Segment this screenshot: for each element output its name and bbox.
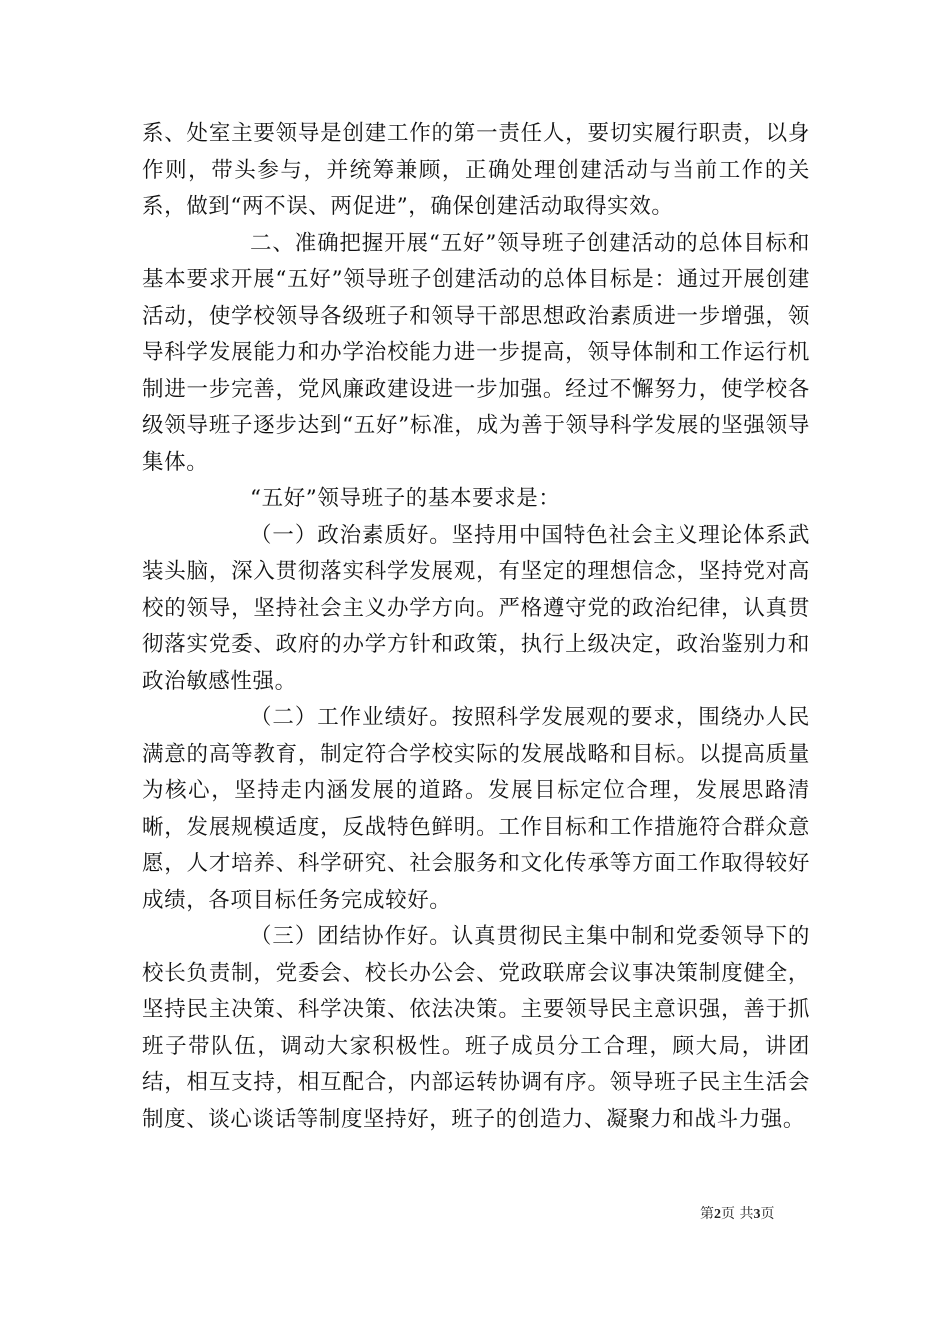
paragraph-section-two: 二、准确把握开展“五好”领导班子创建活动的总体目标和基本要求开展“五好”领导班子创建活动的总体目标是：通过开展创建活动，使学校领导各级班子和领导干部思想政治素质进一步增强，领导科学发展能力和办学治校能力进一步提高，领导体制和工作运行机制进一步完善，党风廉政建设进一步加强。经过不懈努力，使学校各级领导班子逐步达到“五好”标准，成为善于领导科学发展的坚强领导集体。 [142, 230, 810, 475]
paragraph-item-one: （一）政治素质好。坚持用中国特色社会主义理论体系武装头脑，深入贯彻落实科学发展观，有坚定的理想信念，坚持党对高校的领导，坚持社会主义办学方向。严格遵守党的政治纪律，认真贯彻落实党委、政府的办学方针和政策，执行上级决定，政治鉴别力和政治敏感性强。 [142, 522, 810, 694]
footer-prefix: 第 [700, 1206, 714, 1222]
document-body [142, 116, 810, 1138]
footer-suffix: 页 [760, 1206, 775, 1222]
paragraph-continuation: 系、处室主要领导是创建工作的第一责任人，要切实履行职责，以身作则，带头参与，并统筹兼顾，正确处理创建活动与当前工作的关系，做到“两不误、两促进”，确保创建活动取得实效。 [142, 121, 810, 219]
footer-current-page: 2 [714, 1207, 721, 1222]
paragraph-item-three: （三）团结协作好。认真贯彻民主集中制和党委领导下的校长负责制，党委会、校长办公会、党政联席会议事决策制度健全，坚持民主决策、科学决策、依法决策。主要领导民主意识强，善于抓班子带队伍，调动大家积极性。班子成员分工合理，顾大局，讲团结，相互支持，相互配合，内部运转协调有序。领导班子民主生活会制度、谈心谈话等制度坚持好，班子的创造力、凝聚力和战斗力强。 [142, 924, 810, 1132]
footer-total-pages: 3 [753, 1207, 761, 1222]
paragraph-item-two: （二）工作业绩好。按照科学发展观的要求，围绕办人民满意的高等教育，制定符合学校实际的发展战略和目标。以提高质量为核心，坚持走内涵发展的道路。发展目标定位合理，发展思路清晰，发展规模适度，反战特色鲜明。工作目标和工作措施符合群众意愿，人才培养、科学研究、社会服务和文化传承等方面工作取得较好成绩，各项目标任务完成较好。 [142, 705, 810, 913]
page-number-footer [700, 1205, 774, 1224]
footer-middle: 页 共 [721, 1206, 754, 1222]
paragraph-basic-requirements-intro: “五好”领导班子的基本要求是： [250, 486, 561, 511]
